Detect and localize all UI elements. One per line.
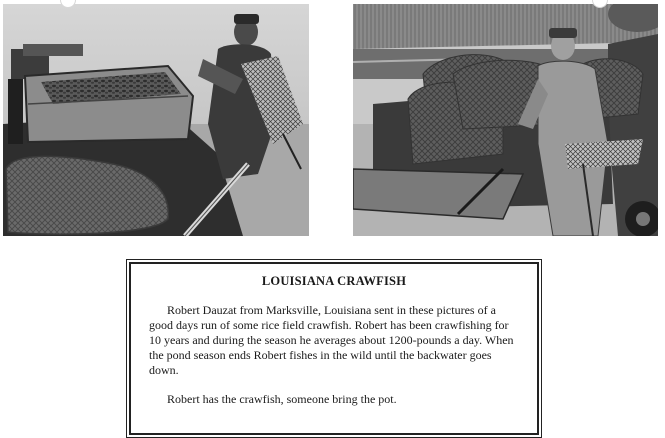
article-title: LOUISIANA CRAWFISH [261,274,407,288]
article-body [149,303,519,407]
article-paragraph: Robert has the crawfish, someone bring the pot. [167,392,397,406]
article-paragraph: Robert Dauzat from Marksville, Louisiana sent in these pictures of a good days run of some rice field crawfish. Robert has been crawfishing for 10 years and during the season he averages about 1200-pounds a day. When the pond season ends Robert fishes in the wild until the backwater goes down. [149,303,514,377]
photo-crawfish-boat-image [3,4,309,236]
article-box [129,262,539,435]
photo-crawfish-truck [353,4,658,236]
photo-crawfish-truck-image [353,4,658,236]
photo-crawfish-boat [3,4,309,236]
